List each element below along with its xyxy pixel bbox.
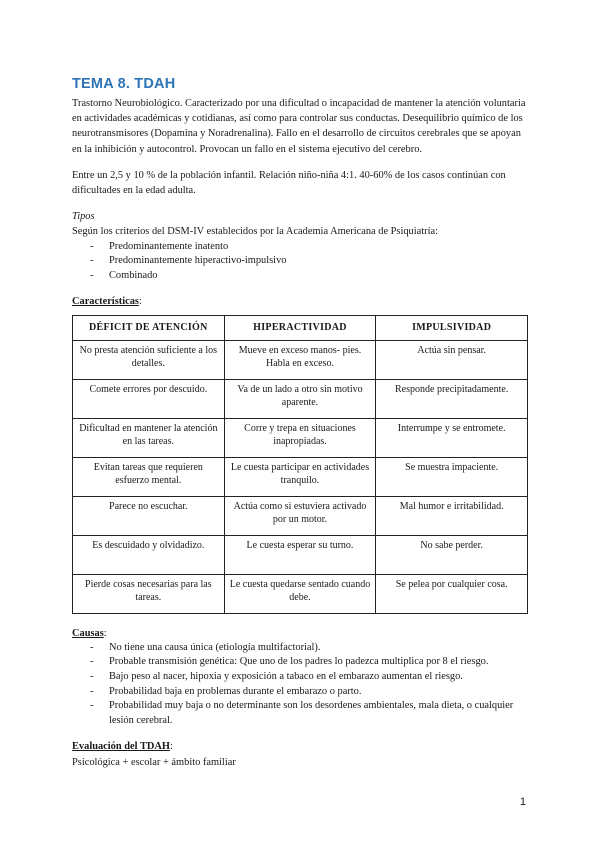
caracteristicas-heading bbox=[72, 294, 528, 309]
list-item: - Probable transmisión genética: Que uno de los padres lo padezca multiplica por 8 el riesgo. bbox=[90, 655, 528, 670]
table-header-row bbox=[73, 315, 528, 340]
table-cell: Le cuesta esperar su turno. bbox=[224, 535, 376, 574]
page-title: TEMA 8. TDAH bbox=[72, 76, 176, 92]
caracteristicas-label: Características bbox=[72, 296, 139, 308]
table-cell: Mal humor e irritabilidad. bbox=[376, 496, 528, 535]
table-cell: No presta atención suficiente a los detalles. bbox=[73, 340, 225, 379]
causas-label: Causas bbox=[72, 627, 104, 639]
table-cell: Comete errores por descuido. bbox=[73, 379, 225, 418]
evaluacion-text: Psicológica + escolar + ámbito familiar bbox=[72, 756, 236, 768]
header-impulsividad: IMPULSIVIDAD bbox=[376, 315, 528, 340]
caracteristicas-colon: : bbox=[138, 296, 142, 308]
table-cell: Actúa como si estuviera activado por un motor. bbox=[224, 496, 376, 535]
causas-colon: : bbox=[103, 627, 107, 639]
evaluacion-heading bbox=[72, 739, 528, 754]
characteristics-table bbox=[72, 315, 528, 614]
page-number: 1 bbox=[519, 796, 526, 808]
table-cell: Se pelea por cualquier cosa. bbox=[376, 574, 528, 613]
causas-heading bbox=[72, 626, 528, 641]
table-cell: Pierde cosas necesarias para las tareas. bbox=[73, 574, 225, 613]
evaluacion-colon: : bbox=[169, 741, 173, 753]
list-item: - Bajo peso al nacer, hipoxia y exposición a tabaco en el embarazo aumentan el riesgo. bbox=[90, 670, 528, 685]
evaluacion-label: Evaluación del TDAH bbox=[72, 741, 170, 753]
table-cell: Va de un lado a otro sin motivo aparente. bbox=[224, 379, 376, 418]
document-page bbox=[72, 76, 528, 770]
tipos-list bbox=[72, 240, 528, 284]
list-item: - No tiene una causa única (etiología multifactorial). bbox=[90, 641, 528, 656]
table-row bbox=[73, 418, 528, 457]
table-cell: Dificultad en mantener la atención en las tareas. bbox=[73, 418, 225, 457]
table-cell: Corre y trepa en situaciones inapropiadas. bbox=[224, 418, 376, 457]
table-row bbox=[73, 535, 528, 574]
table-cell: Se muestra impaciente. bbox=[376, 457, 528, 496]
table-cell: Evitan tareas que requieren esfuerzo mental. bbox=[73, 457, 225, 496]
intro-paragraph: Trastorno Neurobiológico. Caracterizado por una dificultad o incapacidad de mantener la atención voluntaria en actividades académicas y cotidianas, así como para controlar sus conductas. Desequilibrio químico de los neurotransmisores (Dopamina y Noradrenalina). Fallo en el desarrollo de circuitos cerebrales que se apoyan en la inhibición y autocontrol. Provocan un fallo en el sistema ejecutivo del cerebro. bbox=[72, 98, 526, 155]
table-row bbox=[73, 574, 528, 613]
prevalence-paragraph: Entre un 2,5 y 10 % de la población infantil. Relación niño-niña 4:1. 40-60% de los casos continúan con dificultades en la edad adulta. bbox=[72, 169, 506, 197]
table-cell: Es descuidado y olvidadizo. bbox=[73, 535, 225, 574]
table-cell: Le cuesta quedarse sentado cuando debe. bbox=[224, 574, 376, 613]
table-cell: Interrumpe y se entromete. bbox=[376, 418, 528, 457]
table-cell: Parece no escuchar. bbox=[73, 496, 225, 535]
header-deficit: DÉFICIT DE ATENCIÓN bbox=[73, 315, 225, 340]
table-row bbox=[73, 457, 528, 496]
list-item: - Predominantemente hiperactivo-impulsivo bbox=[90, 254, 528, 269]
table-cell: Actúa sin pensar. bbox=[376, 340, 528, 379]
list-item: - Predominantemente inatento bbox=[90, 240, 528, 255]
tipos-heading: Tipos bbox=[72, 211, 95, 223]
list-item: - Probabilidad baja en problemas durante el embarazo o parto. bbox=[90, 685, 528, 700]
table-cell: Mueve en exceso manos- pies. Habla en exceso. bbox=[224, 340, 376, 379]
list-item: - Combinado bbox=[90, 269, 528, 284]
header-hiperactividad: HIPERACTIVIDAD bbox=[224, 315, 376, 340]
list-item: - Probabilidad muy baja o no determinante son los desordenes ambientales, mala dieta, o cualquier lesión cerebral. bbox=[90, 699, 528, 728]
table-row bbox=[73, 340, 528, 379]
table-cell: No sabe perder. bbox=[376, 535, 528, 574]
table-cell: Le cuesta participar en actividades tranquilo. bbox=[224, 457, 376, 496]
table-row bbox=[73, 496, 528, 535]
table-cell: Responde precipitadamente. bbox=[376, 379, 528, 418]
table-row bbox=[73, 379, 528, 418]
tipos-intro: Según los criterios del DSM-IV establecidos por la Academia Americana de Psiquiatría: bbox=[72, 226, 438, 238]
causas-list bbox=[72, 641, 528, 729]
